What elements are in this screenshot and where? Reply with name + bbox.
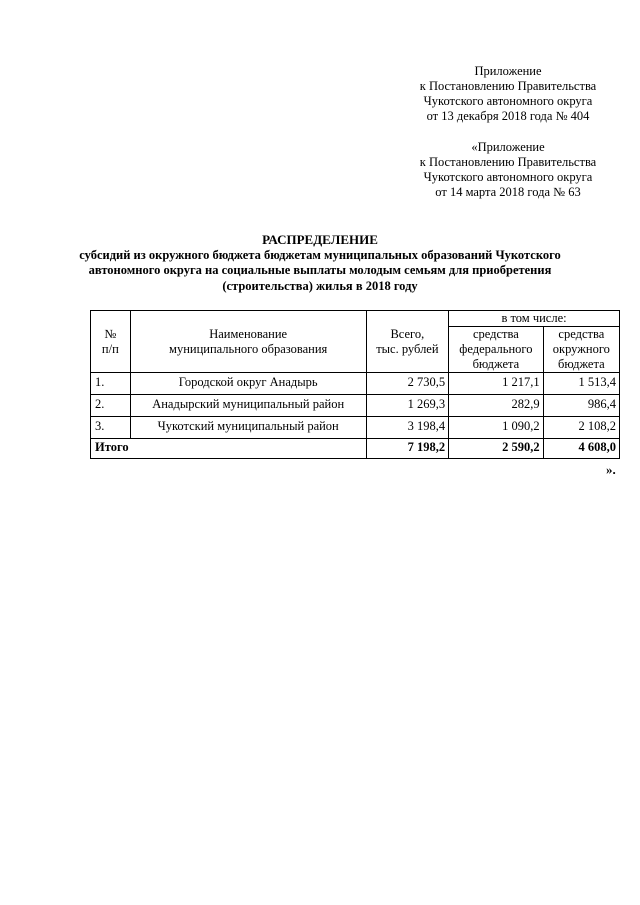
row-federal: 1 090,2 bbox=[449, 417, 544, 439]
total-okrug: 4 608,0 bbox=[543, 439, 619, 459]
row-federal: 1 217,1 bbox=[449, 373, 544, 395]
header-num-line: № bbox=[104, 326, 117, 341]
header-federal-line: средства bbox=[472, 327, 519, 341]
header-total-line: Всего, bbox=[390, 326, 425, 341]
row-okrug: 986,4 bbox=[543, 395, 619, 417]
header-okrug bbox=[543, 327, 619, 373]
row-total: 3 198,4 bbox=[366, 417, 448, 439]
total-sum: 7 198,2 bbox=[366, 439, 448, 459]
header-okrug-line: окружного bbox=[552, 342, 610, 356]
annex-line: «Приложение bbox=[471, 140, 545, 154]
header-num bbox=[91, 311, 131, 373]
row-total: 1 269,3 bbox=[366, 395, 448, 417]
header-group: в том числе: bbox=[449, 311, 620, 327]
header-federal bbox=[449, 327, 544, 373]
title-sub-line: (строительства) жилья в 2018 году bbox=[222, 278, 418, 293]
header-total bbox=[366, 311, 448, 373]
annex-line: Приложение bbox=[474, 64, 542, 78]
header-federal-line: федерального bbox=[459, 342, 533, 356]
total-label: Итого bbox=[91, 439, 367, 459]
row-num: 2. bbox=[91, 395, 131, 417]
header-okrug-line: средства bbox=[558, 327, 605, 341]
row-okrug: 1 513,4 bbox=[543, 373, 619, 395]
annex-line: к Постановлению Правительства bbox=[419, 79, 597, 93]
header-federal-line: бюджета bbox=[472, 357, 520, 371]
total-row bbox=[91, 439, 620, 459]
row-name: Городской округ Анадырь bbox=[130, 373, 366, 395]
header-row bbox=[91, 311, 620, 327]
closing-quote: ». bbox=[606, 462, 616, 477]
header-num-line: п/п bbox=[101, 341, 119, 356]
title-sub-line: автономного округа на социальные выплаты молодым семьям для приобретения bbox=[88, 263, 552, 277]
title-main: РАСПРЕДЕЛЕНИЕ bbox=[262, 232, 378, 247]
annex-line: от 14 марта 2018 года № 63 bbox=[435, 185, 581, 199]
header-name bbox=[130, 311, 366, 373]
table-row bbox=[91, 395, 620, 417]
header-okrug-line: бюджета bbox=[558, 357, 605, 371]
header-total-line: тыс. рублей bbox=[376, 341, 439, 356]
header-name-line: Наименование bbox=[209, 326, 288, 341]
row-name: Чукотский муниципальный район bbox=[130, 417, 366, 439]
row-name: Анадырский муниципальный район bbox=[130, 395, 366, 417]
annex-line: Чукотского автономного округа bbox=[423, 170, 593, 184]
distribution-table bbox=[90, 310, 620, 459]
annex-line: от 13 декабря 2018 года № 404 bbox=[426, 109, 590, 123]
document-title bbox=[60, 232, 580, 294]
row-okrug: 2 108,2 bbox=[543, 417, 619, 439]
row-num: 1. bbox=[91, 373, 131, 395]
total-federal: 2 590,2 bbox=[449, 439, 544, 459]
annex-original bbox=[360, 140, 640, 200]
row-num: 3. bbox=[91, 417, 131, 439]
annex-line: Чукотского автономного округа bbox=[423, 94, 593, 108]
annex-line: к Постановлению Правительства bbox=[419, 155, 597, 169]
table-row bbox=[91, 417, 620, 439]
header-name-line: муниципального образования bbox=[169, 341, 328, 356]
annex-current bbox=[360, 64, 640, 124]
title-sub-line: субсидий из окружного бюджета бюджетам муниципальных образований Чукотского bbox=[79, 247, 561, 262]
row-federal: 282,9 bbox=[449, 395, 544, 417]
table-row bbox=[91, 373, 620, 395]
row-total: 2 730,5 bbox=[366, 373, 448, 395]
